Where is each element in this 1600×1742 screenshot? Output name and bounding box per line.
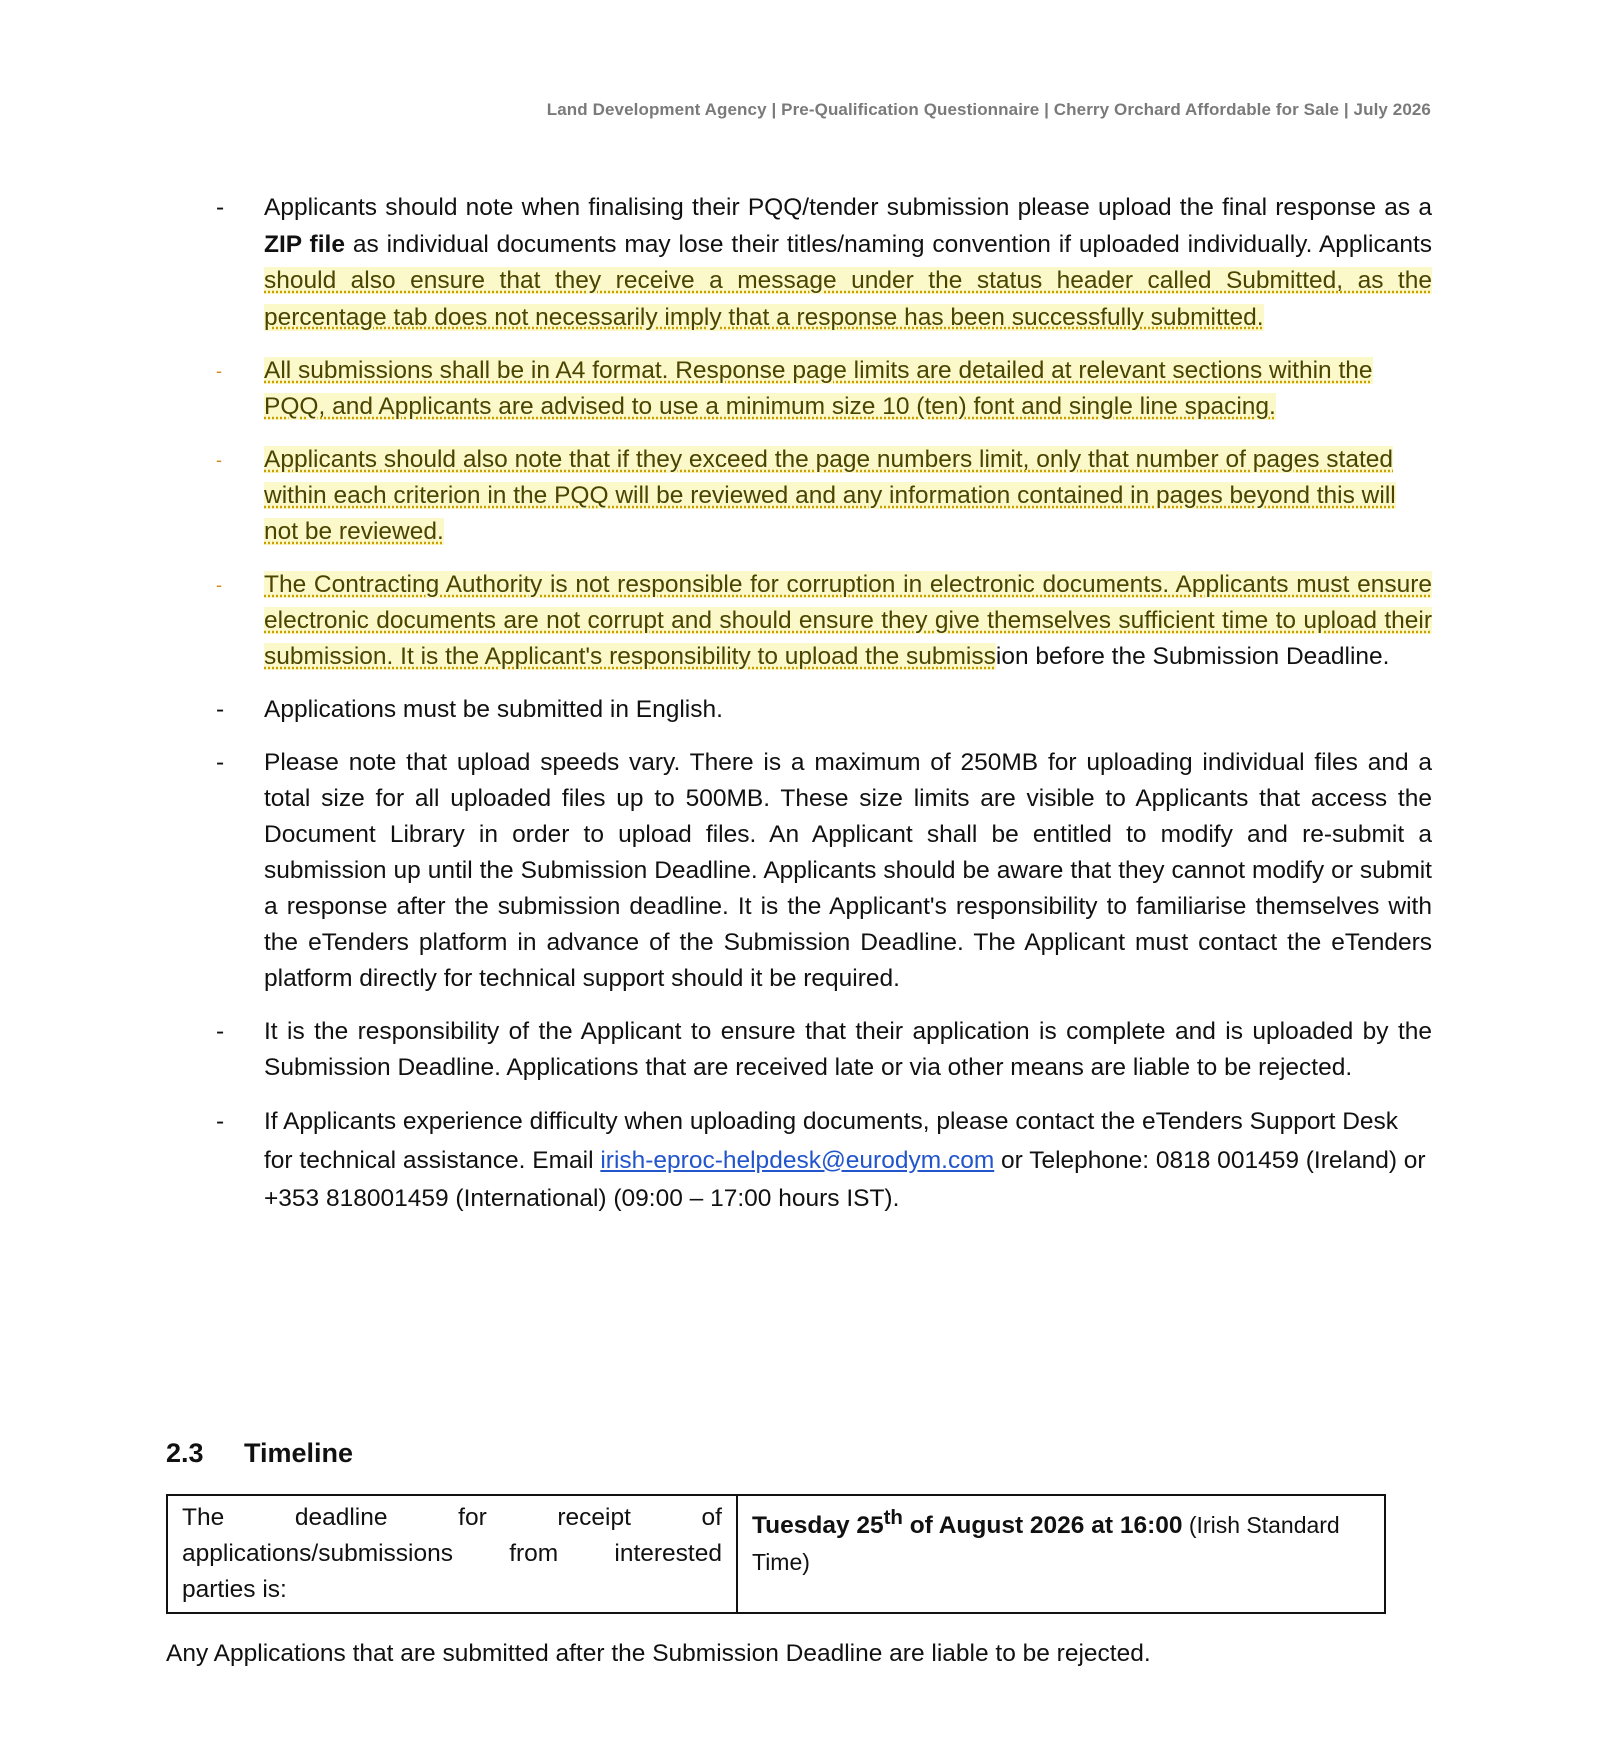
corruption-text-rest: ion before the Submission Deadline. [995, 643, 1390, 670]
section-heading [166, 1438, 353, 1469]
list-item-a4-format [210, 353, 1432, 425]
support-text-1: If Applicants experience difficulty when uploading documents, please contact the eTenders Support Desk for technical assistance. Email [264, 1108, 1399, 1174]
bullet-dash: - [216, 749, 225, 776]
timeline-table [166, 1494, 1386, 1614]
helpdesk-email-link[interactable]: irish-eproc-helpdesk@eurodym.com [600, 1146, 995, 1174]
list-item-page-limit [210, 442, 1432, 550]
list-item-zip-file [210, 190, 1432, 336]
list-item-responsibility [210, 1014, 1432, 1086]
deadline-label: The deadline for receipt of applications/submissions from interested [182, 1504, 722, 1567]
bullet-dash: - [216, 1018, 225, 1045]
list-item-english [210, 692, 1432, 728]
table-row [167, 1495, 1385, 1613]
deadline-value-cell [737, 1495, 1385, 1613]
zip-text-2: as individual documents may lose their titles/naming convention if uploaded individually. Applicants [344, 230, 1432, 258]
upload-text: Please note that upload speeds vary. There is a maximum of 250MB for uploading individual files and a total size for all uploaded files up to 500MB. These size limits are visible to Applicants that access the Document Library in order to upload files. An Applicant shall be entitled to modify and re-submit a submission up until the Submission Deadline. Applicants should be aware that they cannot modify or submit a response after the submission deadline. It is the Applicant's responsibility to familiarise themselves with the eTenders platform in advance of the Submission Deadline. The Applicant must contact the eTenders platform directly for technical support should it be required. [264, 749, 1432, 992]
deadline-timezone: (Irish Standard Time) [752, 1512, 1340, 1576]
late-submission-note: Any Applications that are submitted after the Submission Deadline are liable to be rejected. [166, 1640, 1151, 1667]
bullet-dash: - [216, 361, 222, 381]
section-number: 2.3 [166, 1438, 204, 1468]
bullet-dash: - [216, 1108, 225, 1135]
bullet-dash: - [216, 696, 225, 723]
zip-file-bold: ZIP file [264, 230, 345, 258]
deadline-label-cell [167, 1495, 737, 1613]
deadline-date-suffix: of August 2026 at 16:00 [902, 1512, 1183, 1540]
english-text: Applications must be submitted in English. [264, 696, 723, 723]
requirements-list [210, 190, 1432, 1236]
tracked-change-highlight: The Contracting Authority is not responsible for corruption in electronic documents. Applicants must ensure electronic documents are not corrupt and should ensure they give themselves sufficient time to upload their submission. It is the Applicant's responsibility to upload the submiss [264, 571, 1432, 670]
zip-text-1: Applicants should note when finalising their PQQ/tender submission please upload the final response as a [264, 194, 1432, 221]
page-header: Land Development Agency | Pre-Qualification Questionnaire | Cherry Orchard Affordable for Sale | July 2026 [546, 100, 1431, 119]
deadline-label-last: parties is: [182, 1576, 287, 1603]
support-text-2: or Telephone: 0818 001459 (Ireland) or +353 818001459 (International) (09:00 – 17:00 hours IST). [264, 1146, 1426, 1212]
deadline-date-sup: th [883, 1507, 903, 1529]
responsibility-text: It is the responsibility of the Applicant to ensure that their application is complete and is uploaded by the Submission Deadline. Applications that are received late or via other means are liable to be rejected. [264, 1018, 1432, 1081]
list-item-upload-speeds [210, 745, 1432, 997]
tracked-change-highlight: Applicants should also note that if they exceed the page numbers limit, only that number of pages stated within each criterion in the PQQ will be reviewed and any information contained in pages beyond this will not be reviewed. [264, 446, 1396, 545]
tracked-change-highlight: should also ensure that they receive a message under the status header called Submitted, as the percentage tab does not necessarily imply that a response has been successfully submitted. [264, 267, 1432, 331]
bullet-dash: - [216, 194, 225, 221]
list-item-corruption [210, 567, 1432, 675]
tracked-change-highlight: All submissions shall be in A4 format. Response page limits are detailed at relevant sections within the PQQ, and Applicants are advised to use a minimum size 10 (ten) font and single line spacing. [264, 357, 1373, 420]
deadline-date-prefix: Tuesday 25 [752, 1512, 884, 1540]
bullet-dash: - [216, 575, 222, 595]
section-title: Timeline [244, 1438, 354, 1468]
bullet-dash: - [216, 450, 222, 470]
list-item-support-desk [210, 1103, 1432, 1219]
